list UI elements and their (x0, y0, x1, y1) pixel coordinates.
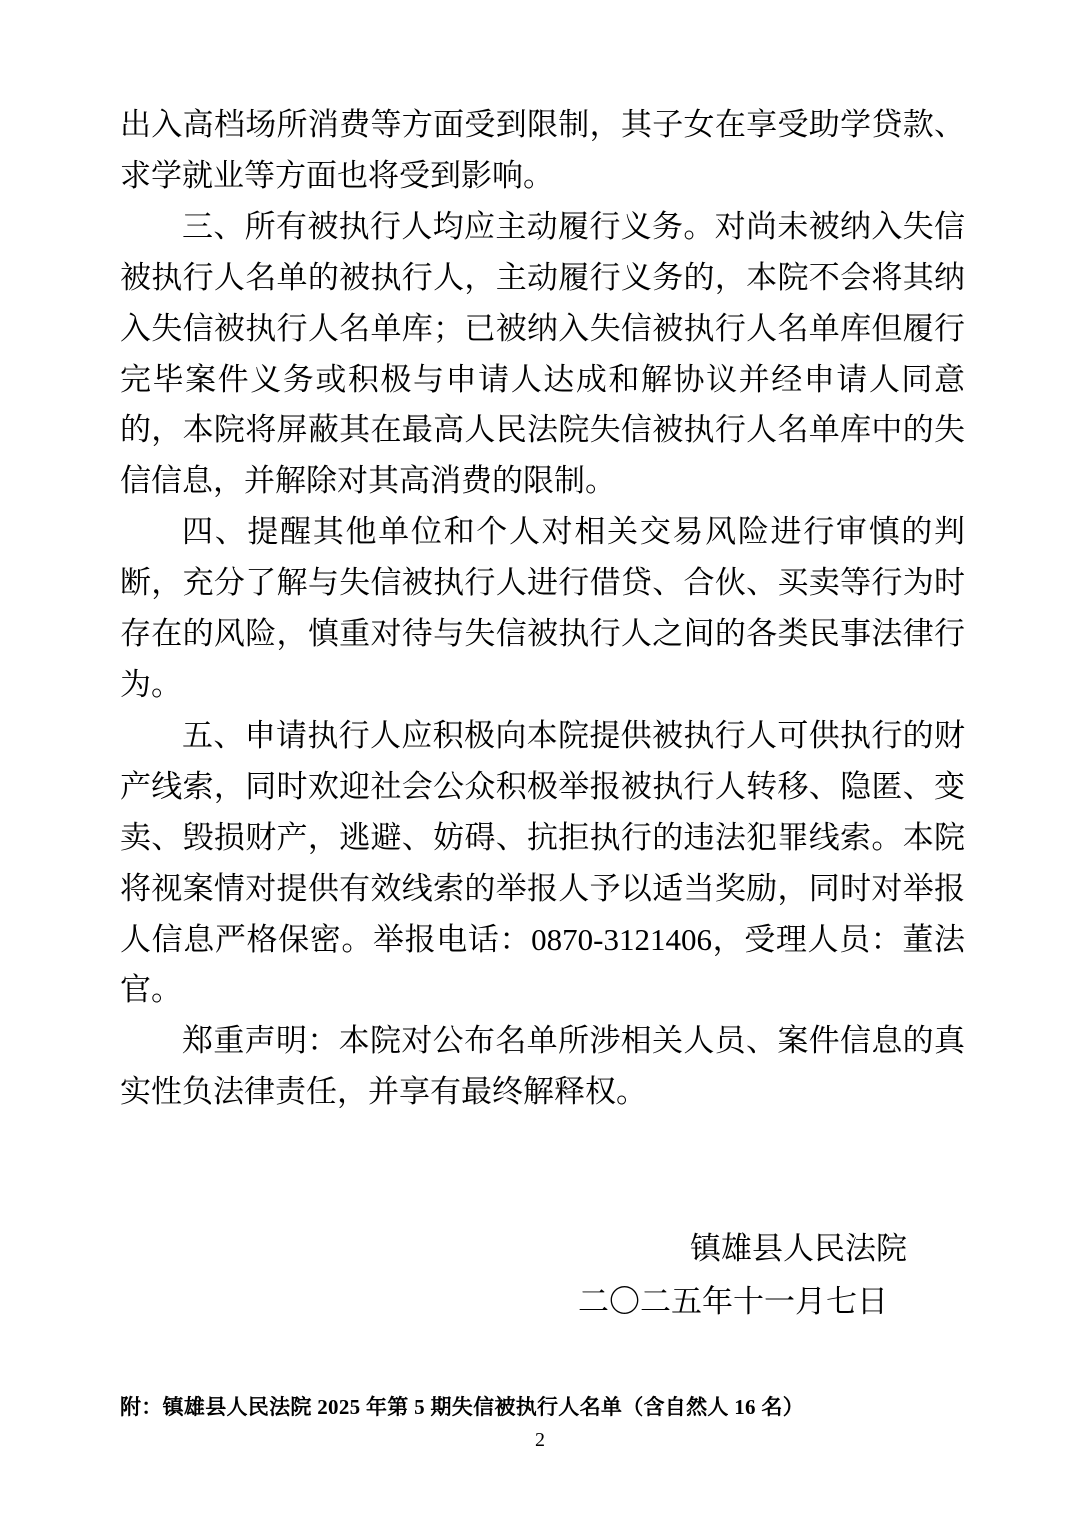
document-body (120, 100, 965, 1328)
signature-block (120, 1222, 965, 1328)
signature-date: 二〇二五年十一月七日 (578, 1284, 888, 1320)
paragraph-item-five: 五、申请执行人应积极向本院提供被执行人可供执行的财产线索，同时欢迎社会公众积极举报被执行人转移、隐匿、变卖、毁损财产，逃避、妨碍、抗拒执行的违法犯罪线索。本院将视案情对提供有效线索的举报人予以适当奖励，同时对举报人信息严格保密。举报电话：0870-3121406，受理人员：董法官。 (120, 717, 965, 1008)
paragraph-statement: 郑重声明：本院对公布名单所涉相关人员、案件信息的真实性负法律责任，并享有最终解释权。 (120, 1023, 965, 1110)
signature-court-name: 镇雄县人民法院 (690, 1231, 907, 1267)
paragraph-continuation: 出入高档场所消费等方面受到限制，其子女在享受助学贷款、求学就业等方面也将受到影响。 (120, 107, 965, 193)
paragraph-item-four: 四、提醒其他单位和个人对相关交易风险进行审慎的判断，充分了解与失信被执行人进行借贷、合伙、买卖等行为时存在的风险，慎重对待与失信被执行人之间的各类民事法律行为。 (120, 514, 965, 702)
attachment-note: 附：镇雄县人民法院 2025 年第 5 期失信被执行人名单（含自然人 16 名） (120, 1395, 804, 1419)
paragraph-item-three: 三、所有被执行人均应主动履行义务。对尚未被纳入失信被执行人名单的被执行人，主动履行义务的，本院不会将其纳入失信被执行人名单库；已被纳入失信被执行人名单库但履行完毕案件义务或积极与申请人达成和解协议并经申请人同意的，本院将屏蔽其在最高人民法院失信被执行人名单库中的失信信息，并解除对其高消费的限制。 (120, 208, 965, 499)
page-number: 2 (535, 1429, 545, 1451)
